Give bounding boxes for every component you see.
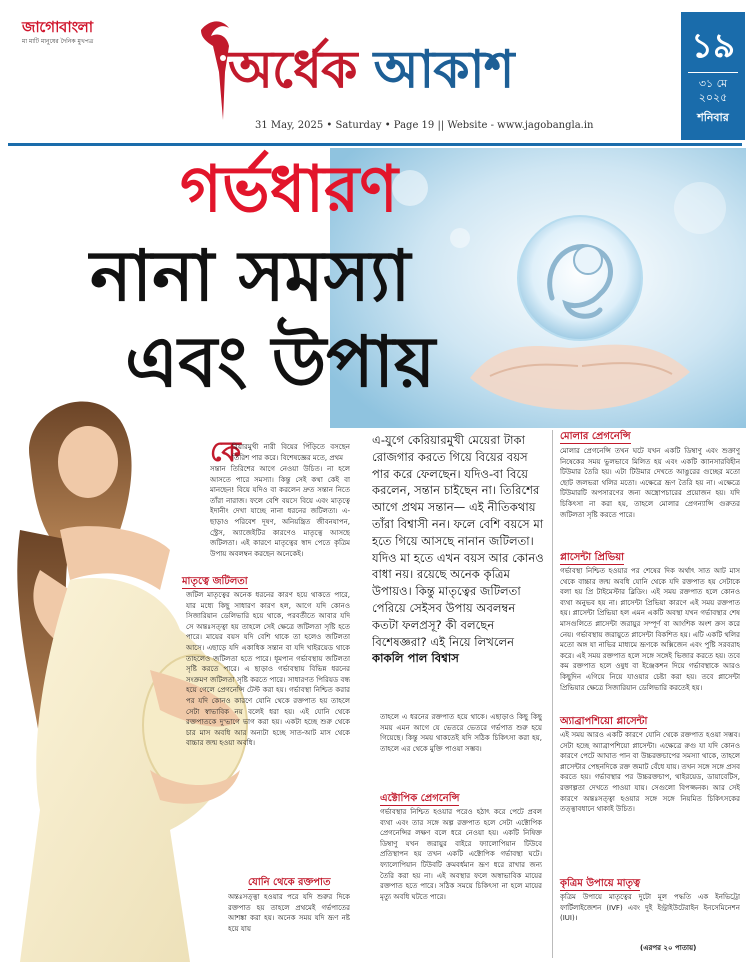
headline-line2: নানা সমস্যা [90, 235, 411, 317]
section-body-molar: মোলার প্রেগনেন্সি তখন ঘটে যখন একটি ডিম্বাণু এবং শুক্রাণু নিষেকের সময় ভুলভাবে মিলিত হয় এবং একটি ক্যানসারবিহীন টিউমার তৈরি হয়। এটা টিউমার দেখতে আঙুরের গুচ্ছের মতো ছোট জলভরা থলির মতো। এক্ষেত্রে ভ্রূণ তৈরি হয় না। এক্ষেত্রে টিউমারটি অপসারণের জন্য অস্ত্রোপচারের প্রয়োজন হয়। যদি চিকিৎসা না করা হয়, তাহলে মোলার প্রেগন্যান্সি গুরুতর জটিলতা সৃষ্টি করতে পারে। [560, 447, 740, 519]
section-body-placenta-previa: গর্ভাবস্থা নিশ্চিত হওয়ার পর শেষের দিক অর্থাৎ সাত আট মাস থেকে বাচ্চার জন্ম অবধি যোনি থেকে যদি রক্তপাত হয় সেটাকে বলা হয় প্রি টাইমেস্টার ব্লিডিং। এই সময় রক্তপাত হলে কোনও ব্যথা অনুভব হয় না। প্লাসেন্টা প্রিভিয়া কারণে এই সময় রক্তপাত হয়। প্লাসেন্টা প্রিভিয়া হল এমন একটি অবস্থা যখন গর্ভাবস্থার শেষ মাসগুলিতে প্লাসেন্টা জরায়ুর সম্পূর্ণ বা আংশিক অংশ ক্রস করে নেয়। গর্ভাবস্থায় জরায়ুতে প্লাসেন্টা বিকশিত হয়। এটি একটি থলির মতো অঙ্গ যা নাভির মাধ্যমে ভ্রূণকে অক্সিজেন এবং পুষ্টি সরবরাহ করে। এই সময় রক্তপাত হলে সঙ্গে সঙ্গেই ভিজার করতে হয়। তবে কম রক্তপাত হলে ওষুধ বা ইঞ্জেকশন দিয়ে গর্ভাবস্থাকে আরও কিছুদিন এগিয়ে নিয়ে যাওয়ার চেষ্টা করা হয়। তবে প্লাসেন্টা প্রিভিয়ার ক্ষেত্রে সিজারিয়ান ডেলিভারি করতেই হয়। [560, 567, 740, 692]
lede-text: এ-যুগে কেরিয়ারমুখী মেয়েরা টাকা রোজগার করতে গিয়ে বিয়ের বয়স পার করে ফেলছেন। যদিও-বা বিয়ে করলেন, সন্তান চাইছেন না। তিরিশের আগে প্রথম সন্তান— এই নীতিকথায় তাঁরা বিশ্বাসী নন। ফলে বেশি বয়সে মা হতে গিয়ে আসছে নানান জটিলতা। যদিও মা হতে এখন বয়স আর কোনও বাধা নয়। রয়েছে অনেক কৃত্রিম উপায়ও। কিন্তু মাতৃত্বের জটিলতা পেরিয়ে সেইসব উপায় অবলম্বন কতটা ফলপ্রসূ? কী বলছেন বিশেষজ্ঞরা? এই নিয়ে লিখলেন [372, 433, 544, 649]
section-heading-placenta-previa: প্লাসেন্টা প্রিভিয়া [560, 552, 625, 563]
badge-divider [688, 72, 738, 73]
dateline: 31 May, 2025 • Saturday • Page 19 || Website - www.jagobangla.in [255, 120, 594, 131]
dropcap: কে [210, 435, 241, 468]
mid-column-text: তাহলে এ ধরনের রক্তপাত হয়ে থাকে। এছাড়াও কিছু কিছু সময় এমন আগে যে ভেতরে ভেতরে গর্ভপাত শুরু হয়ে গিয়েছে। কিন্তু সময় থাকতেই যদি সঠিক চিকিৎসা করা হয়, তাহলে এর থেকে মুক্তি পাওয়া সম্ভব। [380, 713, 542, 753]
section-title-part1: অর্ধেক [228, 40, 357, 100]
section-heading-artificial: কৃত্রিম উপায়ে মাতৃত্ব [560, 878, 641, 889]
section-heading-molar: মোলার প্রেগনেন্সি [560, 431, 631, 442]
section-heading-abruptio: অ্যাব্রাপশিয়ো প্লাসেন্টা [560, 716, 648, 727]
section-body-artificial: কৃত্রিম উপায়ে মাতৃত্বের দুটো মূল পদ্ধতি এক ইনভিট্রো ফার্টিলাইজেশন (IVF) এবং দুই ইন্ট্রাইউটেরাইন ইনসেমিনেশন (IUI)। [560, 893, 740, 923]
page-badge [681, 12, 745, 140]
badge-date: ৩১ মে [698, 77, 728, 90]
page-number: ১৯ [690, 26, 736, 66]
section-heading-ectopic: এক্টোপিক প্রেগনেন্সি [380, 793, 460, 804]
section-heading-vaginal-bleeding: যোনি থেকে রক্তপাত [248, 877, 331, 888]
badge-year: ২০২৫ [698, 91, 728, 104]
newspaper-logo [22, 18, 100, 47]
badge-weekday: শনিবার [697, 111, 729, 124]
column-divider [552, 430, 553, 958]
section-title-part2: আকাশ [373, 40, 514, 100]
byline-author: কাকলি পাল বিশ্বাস [372, 651, 459, 666]
intro-text: সন্তান তিরিশের আগে নেওয়া উচিত। না হলে আসতে পারে সমস্যা। কিন্তু সেই কথা কেই বা মানছেন! বিয়ে যদিও বা করলেন দ্রুত সন্তান নিতে তাঁরা নারাজ। ফলে বেশি বয়সে বিয়ে এবং মাতৃত্বে ইদানীং দেখা যাচ্ছে নানা ধরনের জটিলতা। এ-ছাড়াও পরিবেশ দূষণ, অনিয়ন্ত্রিত জীবনযাপন, স্ট্রেস, অ্যাজেইটির কারণেও মাতৃত্বে আসছে জটিলতা। এই কারণে মাতৃত্বের স্বাদ পেতে কৃত্রিম উপায় অবলম্বন করছেন অনেকেই। [210, 465, 350, 558]
section-title [228, 36, 513, 104]
intro-text-lead: রিয়ারমুখী নারী বিয়ের পিঁড়িতে বসছেন তিরিশ পার করে। বিশেষজ্ঞের মতে, প্রথম [232, 443, 350, 462]
continued-note: (এরপর ২০ পাতায়) [640, 944, 697, 952]
lede-paragraph [372, 432, 544, 704]
section-body-ectopic: গর্ভাবস্থার নিশ্চিত হওয়ার পরেও হঠাৎ করে পেটে প্রবল ব্যথা এবং তার সঙ্গে অল্প রক্তপাত হলে সেটা এক্টোপিক প্রেগনেন্সির লক্ষণ বলে ধরে নেওয়া হয়। একটি নিষিক্ত ডিম্বাণু যখন জরায়ুর বাইরে ফ্যালোপিয়ান টিউবে প্রতিস্থাপন হয় তখন একটি এক্টোপিক গর্ভাবস্থা ঘটে। ফ্যালোপিয়ান টিউবটি ক্রমবর্ধমান ভ্রূণ ধরে রাখার জন্য তৈরি করা হয় না। এই অবস্থার ফলে অস্বাভাবিক মায়ের রক্তপাত হতে পারে। সঠিক সময়ে চিকিৎসা না হলে মায়ের মৃত্যু অবধি ঘটতে পারে। [380, 808, 542, 901]
header-divider [8, 143, 742, 146]
section-heading-complications: মাতৃত্বে জটিলতা [182, 576, 248, 587]
logo-name: জাগোবাংলা [22, 18, 93, 36]
section-body-abruptio: এই সময় আরও একটি কারণে যোনি থেকে রক্তপাত হওয়া সম্ভব। সেটা হচ্ছে অ্যাব্রাপশিয়ো প্লাসেন্টা। এক্ষেত্রে রুগু যা যদি কোনও কারণে পেটে আঘাত পান বা উচ্চরক্তচাপের সমস্যা থাকে, তাহলে প্লাসেন্টার পেছনদিকে রক্ত জমাট বেঁধে যায়। তখন সঙ্গে সঙ্গে প্রসব করতে হয়। গর্ভাবস্থার পর উচ্চরক্তচাপ, থাইরয়েড, ডায়াবেটিস, রক্তাল্পতা দেখতে পাওয়া যায়। সেগুলো বিপজ্জনক। আর সেই কারণে অন্তঃসত্ত্বা হওয়ার সঙ্গে সঙ্গে নিয়মিত চিকিৎসকের তত্ত্বাবধানে থাকাই উচিত। [560, 731, 740, 814]
section-body-vaginal-bleeding: অন্তঃসত্ত্বা হওয়ার পরে যদি শুরুর দিকে রক্তপাত হয় তাহলে প্রথমেই গর্ভপাতের আশঙ্কা করা হয়। অনেক সময় যদি ভ্রূণ নষ্ট হয়ে যায় [228, 893, 350, 933]
headline-line1: গর্ভধারণ [180, 153, 398, 227]
headline-line3: এবং উপায় [125, 321, 436, 403]
logo-tagline: মা মাটি মানুষের দৈনিক মুখপত্র [22, 38, 94, 45]
section-body-complications: জটিল মাতৃত্বের অনেক ধরনের কারণ হয়ে থাকতে পারে, যার মধ্যে কিছু সাধারণ কারণ হল, আগে যদি কোনও সিজারিয়ান ডেলিভারি হয়ে থাকে, পরবর্তীতে আবার যদি সে অন্তঃসত্ত্বা হয় তাহলে সেই ক্ষেত্রে জটিলতা সৃষ্টি হতে পারে। মায়ের বয়স যদি বেশি থাকে তা হলেও জটিলতা আসে। এছাড়ে যদি একাধিক সন্তান বা যদি খাইরয়েড থাকে তাহলেও জটিলতা হতে পারে। ধূমপান গর্ভাবস্থায় জটিলতা সৃষ্টি করতে পারে। এ ছাড়াও গর্ভাবস্থায় বিভিন্ন ধরনের সংক্রমণ জটিলতা সৃষ্টি করতে পারে। সাধারণত পিরিয়ড বন্ধ হয়ে গেলে প্রেগনেন্সি টেস্ট করা হয়। গর্ভাবস্থা নিশ্চিত করার পর যদি কোনও কারণে যোনি থেকে রক্তপাত হয় তাহলে সেটা স্বাভাবিক নয় বলেই ধরা হয়। এই যোনি থেকে রক্তপাতকে দু'ভাগে ভাগ করা হয়। একটা হচ্ছে শুরু থেকে চার মাস অবধি আর অন্যটা হচ্ছে সাত-আট মাস থেকে বাচ্চার জন্ম হওয়া অবধি। [186, 591, 350, 748]
